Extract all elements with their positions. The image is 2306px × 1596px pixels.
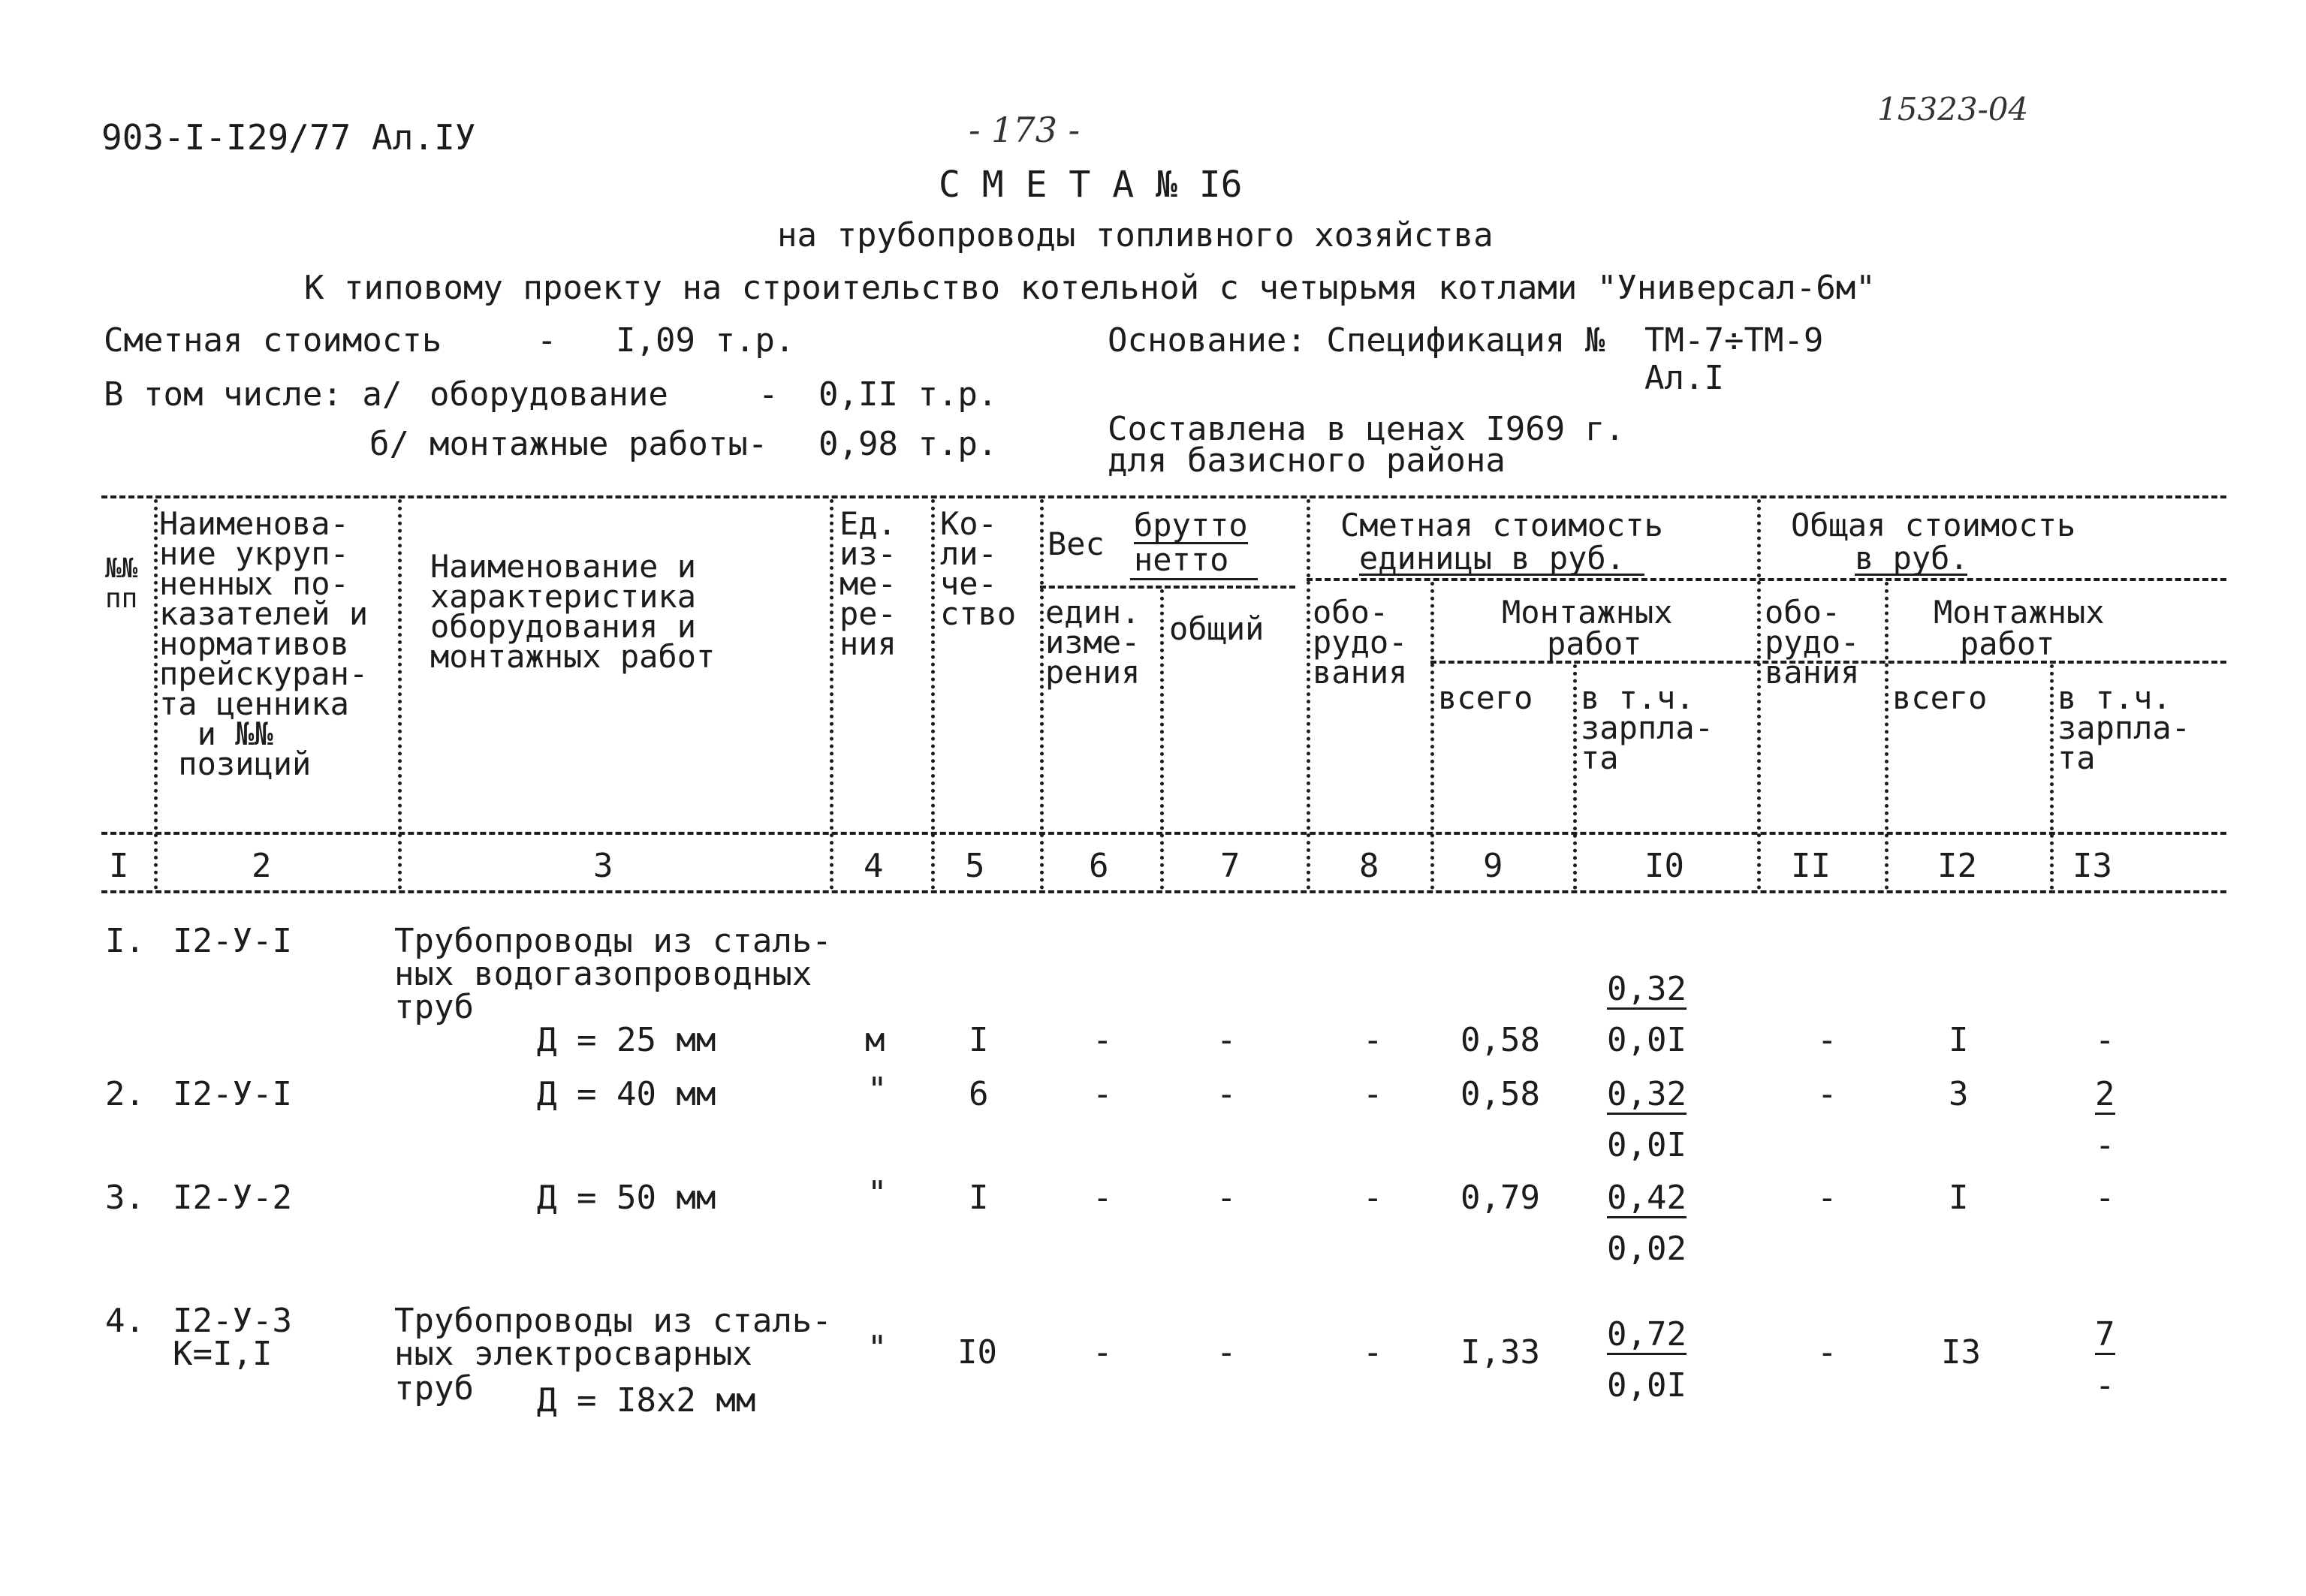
header-col-3: Наименование и характеристика оборудования и монтажных работ (430, 548, 716, 675)
col-divider-2 (398, 499, 402, 890)
row-number: 3. (105, 1179, 145, 1217)
row-unit-mounting: 0,58 (1460, 1075, 1540, 1113)
row-total-mounting: I3 (1941, 1333, 1981, 1372)
col-divider-5 (1040, 499, 1044, 890)
row-unit-wage-2: 0,0I (1607, 1366, 1687, 1405)
row-total-wage: 7 (2095, 1315, 2115, 1354)
header-bottom-line (101, 832, 2226, 835)
basis-value: ТМ-7÷ТМ-9 (1644, 321, 1824, 360)
column-number-6: 6 (1089, 847, 1109, 885)
row-quantity: I0 (957, 1333, 997, 1372)
column-number-11: II (1791, 847, 1831, 885)
header-weight-underline (1130, 578, 1258, 580)
header-total-cost-underline (1855, 574, 1967, 576)
numbers-bottom-line (101, 890, 2226, 893)
document-code: 903-I-I29/77 Ал.IУ (101, 117, 476, 158)
col-divider-8 (1430, 582, 1434, 890)
col-divider-6 (1160, 589, 1164, 890)
row-total-wage-2: - (2095, 1126, 2115, 1164)
row-number: I. (105, 922, 145, 960)
row-weight-total: - (1216, 1075, 1237, 1113)
row-unit-equipment: - (1363, 1021, 1383, 1059)
column-number-7: 7 (1220, 847, 1240, 885)
document-subtitle: на трубопроводы топливного хозяйства (777, 216, 1494, 254)
row-unit: " (867, 1174, 888, 1212)
col-divider-10 (1757, 499, 1761, 890)
row-total-equipment: - (1817, 1333, 1837, 1372)
document-title: С М Е Т А № I6 (939, 164, 1243, 206)
equipment-label: оборудование (430, 375, 668, 414)
prices-region: для базисного района (1108, 441, 1506, 480)
header-weight-brutto: брутто (1134, 507, 1248, 544)
estimated-cost-dash: - (537, 321, 557, 360)
row-unit-wage-2: 0,02 (1607, 1230, 1687, 1268)
row-description-3: труб (394, 988, 474, 1026)
row-size: Д = 40 мм (537, 1075, 716, 1113)
row-unit-mounting: I,33 (1460, 1333, 1540, 1372)
column-number-10: I0 (1644, 847, 1684, 885)
row-size: Д = 25 мм (537, 1021, 716, 1059)
header-total-equipment: обо- рудо- вания (1765, 594, 1860, 691)
row-weight-unit: - (1093, 1075, 1113, 1113)
equipment-value: 0,II т.р. (818, 375, 998, 414)
row-total-wage-2: - (2095, 1366, 2115, 1405)
header-unit-cost-underline (1359, 574, 1644, 576)
row-total-equipment: - (1817, 1075, 1837, 1113)
table-top-line (101, 495, 2226, 498)
column-number-8: 8 (1359, 847, 1379, 885)
row-unit: " (867, 1329, 888, 1367)
header-unit-wage: в т.ч. зарпла- та (1581, 679, 1714, 776)
header-unit-equipment: обо- рудо- вания (1313, 594, 1408, 691)
col-divider-4 (931, 499, 935, 890)
header-unit-cost-2: единицы в руб. (1359, 540, 1626, 577)
column-number-13: I3 (2072, 847, 2112, 885)
row-code: I2-У-I (173, 1075, 292, 1113)
header-weight: Вес (1047, 525, 1105, 562)
row-unit: м (865, 1021, 885, 1059)
row-total-mounting: 3 (1949, 1075, 1969, 1113)
row-description: Трубопроводы из сталь- (394, 1302, 832, 1340)
row-description: Трубопроводы из сталь- (394, 922, 832, 960)
row-unit-wage: 0,32 (1607, 970, 1687, 1008)
row-weight-unit: - (1093, 1021, 1113, 1059)
row-weight-unit: - (1093, 1333, 1113, 1372)
prices-year: Составлена в ценах I969 г. (1108, 410, 1625, 448)
header-sub-line-weight (1040, 586, 1295, 589)
row-total-mounting: I (1949, 1179, 1969, 1217)
estimated-cost-value: I,09 т.р. (616, 321, 795, 360)
header-total-total: всего (1892, 679, 1988, 716)
basis-sheet: Ал.I (1644, 359, 1724, 397)
mounting-value: 0,98 т.р. (818, 425, 998, 463)
header-unit-total: всего (1438, 679, 1533, 716)
row-code: I2-У-I (173, 922, 292, 960)
document-project: К типовому проекту на строительство котельной с четырьмя котлами "Универсал-6м" (304, 269, 1876, 307)
row-unit-equipment: - (1363, 1333, 1383, 1372)
col-divider-1 (154, 499, 158, 890)
including-label: В том числе: а/ (104, 375, 402, 414)
column-number-4: 4 (864, 847, 884, 885)
header-col-6: един. изме- рения (1045, 594, 1141, 691)
header-unit-mounting-2: работ (1547, 625, 1642, 662)
column-number-2: 2 (252, 847, 272, 885)
row-unit-equipment: - (1363, 1075, 1383, 1113)
row-total-wage: - (2095, 1179, 2115, 1217)
header-total-mounting-2: работ (1960, 625, 2055, 662)
col-divider-12 (2050, 664, 2054, 890)
row-size: Д = I8х2 мм (537, 1381, 756, 1420)
row-number: 2. (105, 1075, 145, 1113)
row-coefficient: К=I,I (173, 1335, 273, 1373)
col-divider-9 (1573, 664, 1577, 890)
column-number-12: I2 (1937, 847, 1977, 885)
mounting-label: монтажные работы- (430, 425, 768, 463)
row-quantity: 6 (969, 1075, 989, 1113)
archive-number: 15323-04 (1877, 91, 2029, 128)
column-number-9: 9 (1483, 847, 1503, 885)
col-divider-7 (1307, 499, 1310, 890)
header-total-cost: Общая стоимость (1791, 507, 2076, 544)
row-description-2: ных водогазопроводных (394, 955, 812, 993)
row-unit-mounting: 0,79 (1460, 1179, 1540, 1217)
row-description-3: труб (394, 1369, 474, 1408)
header-sub-line-costs (1307, 578, 2226, 581)
header-total-wage: в т.ч. зарпла- та (2057, 679, 2191, 776)
row-unit: " (867, 1071, 888, 1109)
mounting-prefix: б/ (369, 425, 409, 463)
row-weight-total: - (1216, 1179, 1237, 1217)
row-code: I2-У-3 (173, 1302, 292, 1340)
header-total-mounting: Монтажных (1934, 594, 2105, 631)
basis-label: Основание: Спецификация № (1108, 321, 1605, 360)
header-weight-netto: нетто (1134, 541, 1229, 578)
row-quantity: I (969, 1021, 989, 1059)
header-col-7: общий (1169, 610, 1265, 647)
header-total-cost-2: в руб. (1855, 540, 1969, 577)
row-unit-wage: 0,42 (1607, 1179, 1687, 1217)
row-total-equipment: - (1817, 1179, 1837, 1217)
row-quantity: I (969, 1179, 989, 1217)
row-total-wage: 2 (2095, 1075, 2115, 1113)
row-weight-unit: - (1093, 1179, 1113, 1217)
row-code: I2-У-2 (173, 1179, 292, 1217)
page-number: - 173 - (969, 110, 1081, 150)
header-col-5: Ко- ли- че- ство (940, 505, 1017, 632)
row-unit-wage-2: 0,0I (1607, 1126, 1687, 1164)
row-total-mounting: I (1949, 1021, 1969, 1059)
col-divider-3 (830, 499, 833, 890)
column-number-3: 3 (593, 847, 613, 885)
header-col-4: Ед. из- ме- ре- ния (840, 505, 897, 662)
col-divider-11 (1885, 582, 1889, 890)
equipment-dash: - (758, 375, 779, 414)
header-col-1: №№ пп (105, 553, 138, 614)
header-col-2: Наименова- ние укруп- ненных по- казателей и нормативов прейскуран- та ценника и №№ позиций (159, 505, 369, 782)
row-unit-equipment: - (1363, 1179, 1383, 1217)
row-weight-total: - (1216, 1333, 1237, 1372)
column-number-1: I (109, 847, 129, 885)
header-unit-mounting: Монтажных (1502, 594, 1673, 631)
row-unit-wage: 0,72 (1607, 1315, 1687, 1354)
column-number-5: 5 (965, 847, 985, 885)
row-total-equipment: - (1817, 1021, 1837, 1059)
row-total-wage: - (2095, 1021, 2115, 1059)
estimated-cost-label: Сметная стоимость (104, 321, 442, 360)
header-unit-cost: Сметная стоимость (1340, 507, 1663, 544)
row-unit-wage: 0,32 (1607, 1075, 1687, 1113)
row-weight-total: - (1216, 1021, 1237, 1059)
row-unit-wage-2: 0,0I (1607, 1021, 1687, 1059)
row-unit-mounting: 0,58 (1460, 1021, 1540, 1059)
row-size: Д = 50 мм (537, 1179, 716, 1217)
row-description-2: ных электросварных (394, 1335, 752, 1373)
row-number: 4. (105, 1302, 145, 1340)
